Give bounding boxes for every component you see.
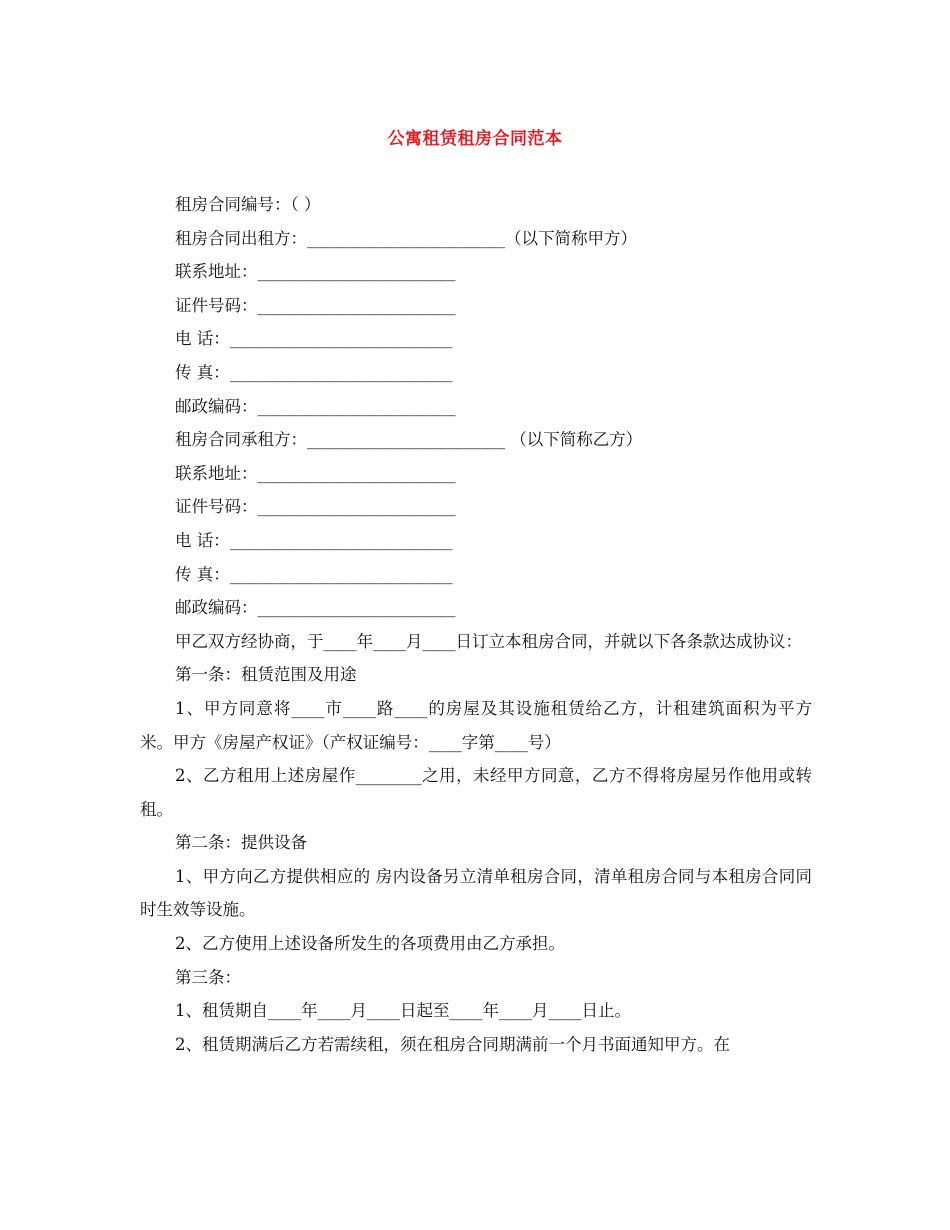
article-1-clause-1: 1、甲方同意将____市____路____的房屋及其设施租赁给乙方，计租建筑面积为平方米。甲方《房屋产权证》（产权证编号：____字第____号） [140,698,812,752]
article-1-heading: 第一条：租赁范围及用途 [175,665,357,685]
lessor-line: 租房合同出租方：________________________（以下简称甲方） [175,228,637,248]
lessor-id-line: 证件号码：________________________ [175,295,456,315]
lessee-phone-line: 电 话：___________________________ [175,530,453,550]
agreement-intro-paragraph: 甲乙双方经协商，于____年____月____日订立本租房合同，并就以下各条款达成协议： [175,631,802,651]
article-3-heading: 第三条： [175,967,241,987]
article-3-clause-1: 1、租赁期自____年____月____日起至____年____月____日止。 [175,1001,631,1021]
lessee-fax-line: 传 真：___________________________ [175,564,453,584]
lessee-address-line: 联系地址：________________________ [175,463,456,483]
lessee-postcode-line: 邮政编码：________________________ [175,598,456,618]
article-2-clause-1: 1、甲方向乙方提供相应的 房内设备另立清单租房合同，清单租房合同与本租房合同同时生效等设施。 [140,866,812,920]
lessor-phone-line: 电 话：___________________________ [175,329,453,349]
lessor-postcode-line: 邮政编码：________________________ [175,396,456,416]
article-1-clause-2: 2、乙方租用上述房屋作________之用，未经甲方同意，乙方不得将房屋另作他用或转租。 [140,766,812,819]
document-body [140,188,812,1061]
article-2-heading: 第二条：提供设备 [175,833,307,853]
article-2-clause-2: 2、乙方使用上述设备所发生的各项费用由乙方承担。 [175,934,565,954]
lessor-fax-line: 传 真：___________________________ [175,362,453,382]
article-3-clause-2: 2、租赁期满后乙方若需续租，须在租房合同期满前一个月书面通知甲方。在 [175,1034,730,1054]
lessee-id-line: 证件号码：________________________ [175,497,456,517]
lessee-line: 租房合同承租方：________________________ （以下简称乙方） [175,430,643,450]
document-title: 公寓租赁租房合同范本 [387,129,563,149]
contract-number-line: 租房合同编号：（ ） [175,195,321,214]
lessor-address-line: 联系地址：________________________ [175,262,456,282]
